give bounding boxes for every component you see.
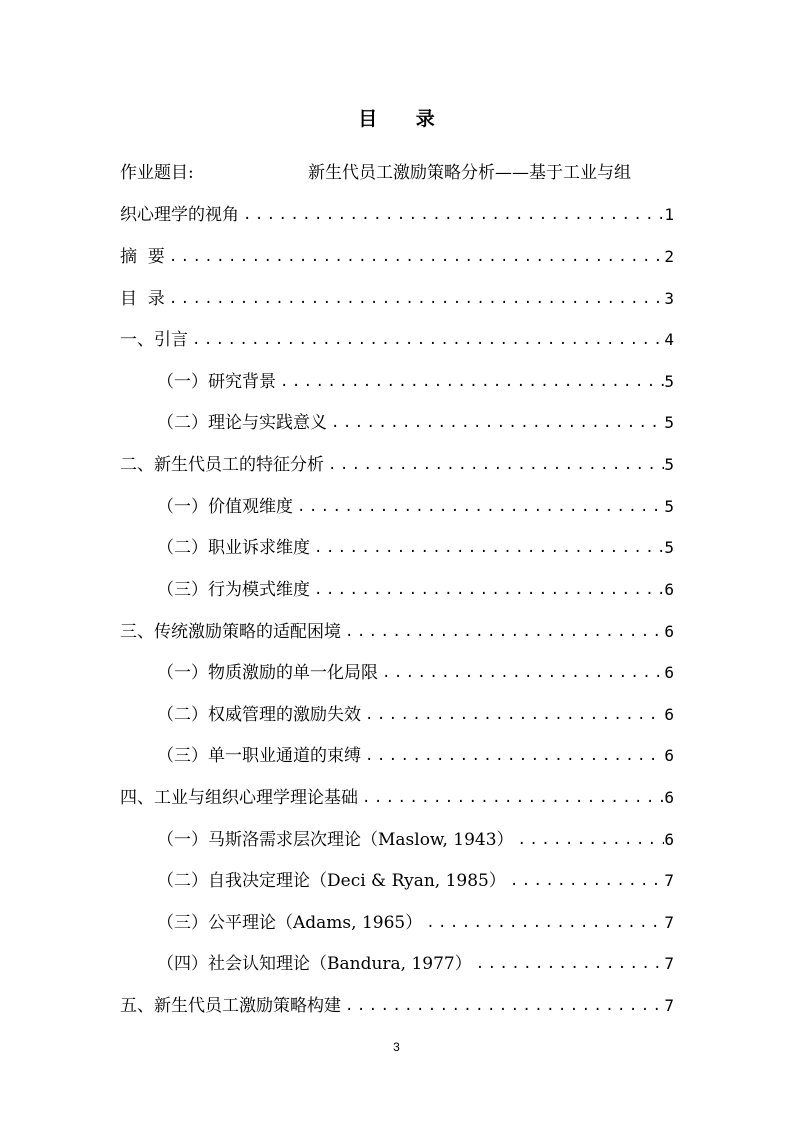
dot-leader <box>276 369 664 395</box>
toc-entry-label: （三）公平理论（Adams, 1965） <box>157 913 423 933</box>
assignment-title-line1: 新生代员工激励策略分析——基于工业与组 <box>308 163 631 183</box>
page-number: 3 <box>393 1040 400 1054</box>
toc-entry[interactable] <box>157 494 674 520</box>
toc-entry-page: 3 <box>664 289 674 308</box>
dot-leader <box>358 785 664 811</box>
dot-leader <box>506 868 665 894</box>
toc-entry[interactable] <box>120 286 674 312</box>
toc-entry-title[interactable] <box>120 202 674 228</box>
assignment-title-line <box>120 160 674 186</box>
toc-entry-page: 6 <box>664 705 674 724</box>
dot-leader <box>327 410 664 436</box>
toc-entry-page: 5 <box>664 455 674 474</box>
toc-entry[interactable] <box>157 577 674 603</box>
toc-entry[interactable] <box>120 327 674 353</box>
dot-leader <box>361 743 664 769</box>
toc-entry-label: 摘 要 <box>120 247 165 267</box>
dot-leader <box>341 619 664 645</box>
toc-entry-label: （二）权威管理的激励失效 <box>157 705 361 725</box>
toc-title: 目 录 <box>358 108 451 130</box>
toc-entry[interactable] <box>120 993 674 1019</box>
toc-entry-page: 5 <box>664 538 674 557</box>
toc-entry[interactable] <box>120 452 674 478</box>
dot-leader <box>310 577 664 603</box>
toc-entry-label: （一）价值观维度 <box>157 497 293 517</box>
dot-leader <box>165 244 665 270</box>
assignment-label: 作业题目: <box>120 163 194 183</box>
toc-entry-label: 三、传统激励策略的适配困境 <box>120 622 341 642</box>
toc-entry[interactable] <box>157 702 674 728</box>
toc-entry-label: 一、引言 <box>120 330 188 350</box>
toc-entry-page: 7 <box>664 871 674 890</box>
dot-leader <box>422 910 664 936</box>
toc-entry-label: 二、新生代员工的特征分析 <box>120 455 324 475</box>
toc-entry[interactable] <box>157 369 674 395</box>
toc-entry-page: 5 <box>664 413 674 432</box>
toc-entry[interactable] <box>157 535 674 561</box>
toc-entry[interactable] <box>120 244 674 270</box>
toc-entry[interactable] <box>157 827 674 853</box>
toc-entry-page: 5 <box>664 372 674 391</box>
toc-entry-label: （三）单一职业通道的束缚 <box>157 746 361 766</box>
toc-entry-label: （一）物质激励的单一化局限 <box>157 663 378 683</box>
toc-entry-label: 织心理学的视角 <box>120 205 239 225</box>
toc-entry-page: 7 <box>664 913 674 932</box>
toc-entry-label: （二）自我决定理论（Deci & Ryan, 1985） <box>157 871 506 891</box>
toc-entry-label: （四）社会认知理论（Bandura, 1977） <box>157 954 472 974</box>
toc-entry-page: 7 <box>664 996 674 1015</box>
dot-leader <box>378 660 664 686</box>
dot-leader <box>324 452 664 478</box>
toc-entry-page: 6 <box>664 663 674 682</box>
toc-entry-label: （二）理论与实践意义 <box>157 413 327 433</box>
dot-leader <box>472 951 665 977</box>
dot-leader <box>514 827 665 853</box>
toc-entry[interactable] <box>157 951 674 977</box>
toc-entry[interactable] <box>120 785 674 811</box>
toc-entry-page: 6 <box>664 746 674 765</box>
toc-entry-page: 4 <box>664 330 674 349</box>
dot-leader <box>239 202 664 228</box>
dot-leader <box>361 702 664 728</box>
toc-entry[interactable] <box>120 619 674 645</box>
toc-entry-label: 四、工业与组织心理学理论基础 <box>120 788 358 808</box>
toc-entry-page: 2 <box>664 247 674 266</box>
toc-entry-label: （二）职业诉求维度 <box>157 538 310 558</box>
dot-leader <box>310 535 664 561</box>
toc-entry[interactable] <box>157 410 674 436</box>
toc-entry-page: 7 <box>664 954 674 973</box>
toc-entry-label: （一）研究背景 <box>157 372 276 392</box>
dot-leader <box>341 993 664 1019</box>
dot-leader <box>165 286 665 312</box>
dot-leader <box>293 494 664 520</box>
toc-entry[interactable] <box>157 660 674 686</box>
toc-entry[interactable] <box>157 910 674 936</box>
toc-entry-page: 1 <box>664 205 674 224</box>
dot-leader <box>188 327 664 353</box>
toc-entry-label: 目 录 <box>120 289 165 309</box>
toc-entry-label: （三）行为模式维度 <box>157 580 310 600</box>
toc-entry-page: 5 <box>664 497 674 516</box>
toc-entry-label: 五、新生代员工激励策略构建 <box>120 996 341 1016</box>
toc-entry-page: 6 <box>664 580 674 599</box>
toc-entry-page: 6 <box>664 830 674 849</box>
toc-entry[interactable] <box>157 868 674 894</box>
toc-entry[interactable] <box>157 743 674 769</box>
toc-entry-page: 6 <box>664 788 674 807</box>
toc-entry-page: 6 <box>664 622 674 641</box>
toc-entry-label: （一）马斯洛需求层次理论（Maslow, 1943） <box>157 830 514 850</box>
